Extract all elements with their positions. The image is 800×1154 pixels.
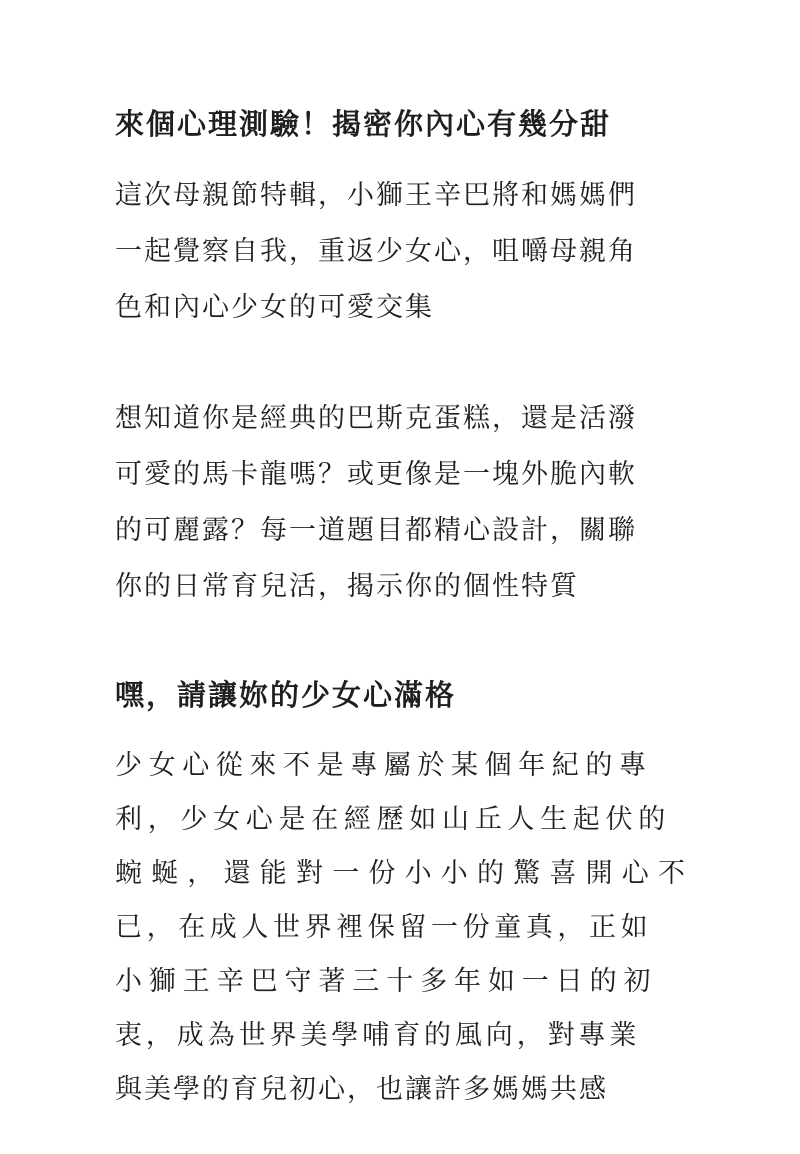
section-heading-girl-heart: 嘿，請讓妳的少女心滿格 bbox=[115, 678, 457, 712]
paragraph-line: 色和內心少女的可愛交集 bbox=[115, 292, 434, 323]
paragraph-line: 少女心從來不是專屬於某個年紀的專 bbox=[115, 750, 653, 781]
paragraph-line: 與美學的育兒初心，也讓許多媽媽共感 bbox=[115, 1074, 608, 1105]
paragraph-line: 一起覺察自我，重返少女心，咀嚼母親角 bbox=[115, 236, 637, 267]
girl-heart-paragraph bbox=[115, 739, 695, 1117]
section-heading-quiz: 來個心理測驗！揭密你內心有幾分甜 bbox=[115, 107, 612, 141]
paragraph-line: 衷，成為世界美學哺育的風向，對專業 bbox=[115, 1020, 641, 1051]
paragraph-line: 可愛的馬卡龍嗎？或更像是一塊外脆內軟 bbox=[115, 459, 637, 490]
paragraph-line: 利，少女心是在經歷如山丘人生起伏的 bbox=[115, 804, 671, 835]
paragraph-line: 你的日常育兒活，揭示你的個性特質 bbox=[115, 571, 579, 602]
paragraph-line: 想知道你是經典的巴斯克蛋糕，還是活潑 bbox=[115, 403, 637, 434]
quiz-description-paragraph bbox=[115, 391, 685, 615]
paragraph-line: 小獅王辛巴守著三十多年如一日的初 bbox=[115, 966, 658, 997]
paragraph-line: 已，在成人世界裡保留一份童真，正如 bbox=[115, 912, 653, 943]
intro-paragraph bbox=[115, 168, 685, 336]
paragraph-line: 蜿蜒，還能對一份小小的驚喜開心不 bbox=[115, 858, 695, 889]
paragraph-line: 這次母親節特輯，小獅王辛巴將和媽媽們 bbox=[115, 180, 637, 211]
paragraph-line: 的可麗露？每一道題目都精心設計，關聯 bbox=[115, 515, 637, 546]
